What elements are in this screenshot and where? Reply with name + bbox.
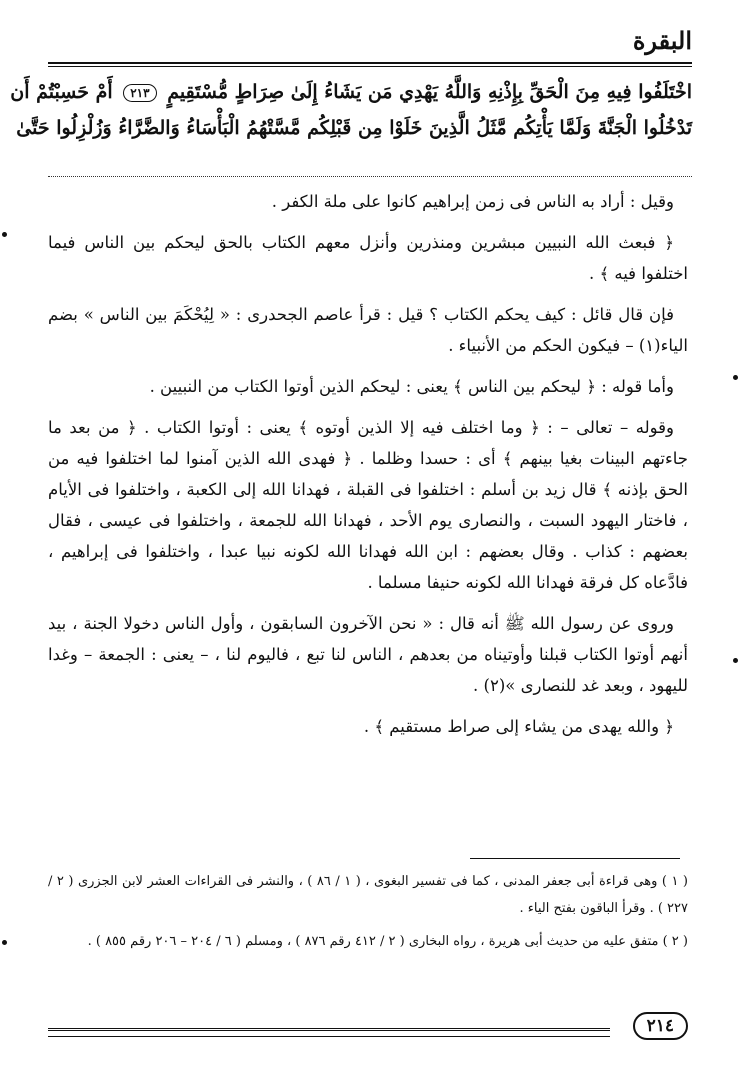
quran-line-2: تَدْخُلُوا الْجَنَّةَ وَلَمَّا يَأْتِكُم مَّثَلُ الَّذِينَ خَلَوْا مِن قَبْلِكُم مَّسَّتْهُمُ الْبَأْسَاءُ وَالضَّرَّاءُ وَزُلْزِلُوا حَتَّىٰ <box>16 117 692 139</box>
paragraph-4: وأما قوله : ﴿ ليحكم بين الناس ﴾ يعنى : ليحكم الذين أوتوا الكتاب من النبيين . <box>149 377 674 396</box>
quran-verses <box>10 74 692 146</box>
section-divider <box>48 176 692 177</box>
paragraph-3: فإن قال قائل : كيف يحكم الكتاب ؟ قيل : قرأ عاصم الجحدرى : « لِيُحْكَمَ بين الناس » بضم الياء(١) – فيكون الحكم من الأنبياء . <box>48 305 688 355</box>
quran-line-1-text-a: اخْتَلَفُوا فِيهِ مِنَ الْحَقِّ بِإِذْنِهِ وَاللَّهُ يَهْدِي مَن يَشَاءُ إِلَىٰ صِرَاطٍ مُّسْتَقِيمٍ <box>167 81 692 103</box>
paragraph-7: ﴿ والله يهدى من يشاء إلى صراط مستقيم ﴾ . <box>363 717 674 736</box>
margin-dot-mark <box>2 232 7 237</box>
footnote-separator <box>470 858 680 859</box>
paragraph-5: وقوله – تعالى – : ﴿ وما اختلف فيه إلا الذين أوتوه ﴾ يعنى : أوتوا الكتاب . ﴿ من بعد ما جاءتهم البينات بغيا بينهم ﴾ أى : حسدا وظلما . ﴿ فهدى الله الذين آمنوا لما اختلفوا فيه من الحق بإذنه ﴾ قال زيد بن أسلم : اختلفوا فى القبلة ، فهدانا الله إلى الكعبة ، واختلفوا فى الأيام ، فاختار اليهود السبت ، والنصارى يوم الأحد ، فهدانا الله للجمعة ، واختلفوا فى عيسى ، فقال بعضهم : كذاب . وقال بعضهم : ابن الله فهدانا الله لكونه نبيا عبدا ، واختلفوا فى إبراهيم ، فادَّعاه كل فرقة فهدانا الله لكونه حنيفا مسلما . <box>48 418 688 592</box>
footnote-1: ( ١ ) وهى قراءة أبى جعفر المدنى ، كما فى تفسير البغوى ، ( ١ / ٨٦ ) ، والنشر فى القراءات العشر لابن الجزرى ( ٢ / ٢٢٧ ) . وقرأ الباقون بفتح الياء . <box>48 874 688 916</box>
page-number: ٢١٤ <box>633 1012 688 1040</box>
margin-dot-mark <box>733 375 738 380</box>
quran-line-1 <box>10 74 692 110</box>
header-rule <box>48 62 692 64</box>
surah-title: البقرة <box>632 26 692 55</box>
footer-rule-thin <box>48 1036 610 1037</box>
paragraph-6: وروى عن رسول الله ﷺ أنه قال : « نحن الآخرون السابقون ، وأول الناس دخولا الجنة ، بيد أنهم أوتوا الكتاب قبلنا وأوتيناه من بعدهم ، الناس لنا تبع ، فاليوم لنا ، – يعنى : الجمعة – وغدا لليهود ، وبعد غد للنصارى »(٢) . <box>48 614 688 695</box>
margin-dot-mark <box>733 658 738 663</box>
quran-line-1-text-b: أَمْ حَسِبْتُمْ أَن <box>10 81 113 103</box>
footnote-2: ( ٢ ) متفق عليه من حديث أبى هريرة ، رواه البخارى ( ٢ / ٤١٢ رقم ٨٧٦ ) ، ومسلم ( ٦ / ٢٠٤ – ٢٠٦ رقم ٨٥٥ ) . <box>87 934 688 949</box>
commentary-body <box>48 186 688 742</box>
footnotes <box>48 868 688 961</box>
ayah-number-marker: ٢١٣ <box>123 84 156 102</box>
header-rule-thin <box>48 66 692 67</box>
footer-rule <box>48 1028 610 1031</box>
paragraph-1: وقيل : أراد به الناس فى زمن إبراهيم كانوا على ملة الكفر . <box>271 192 674 211</box>
margin-dot-mark <box>2 940 7 945</box>
paragraph-2: ﴿ فبعث الله النبيين مبشرين ومنذرين وأنزل معهم الكتاب بالحق ليحكم بين الناس فيما اختلفوا فيه ﴾ . <box>48 233 688 283</box>
